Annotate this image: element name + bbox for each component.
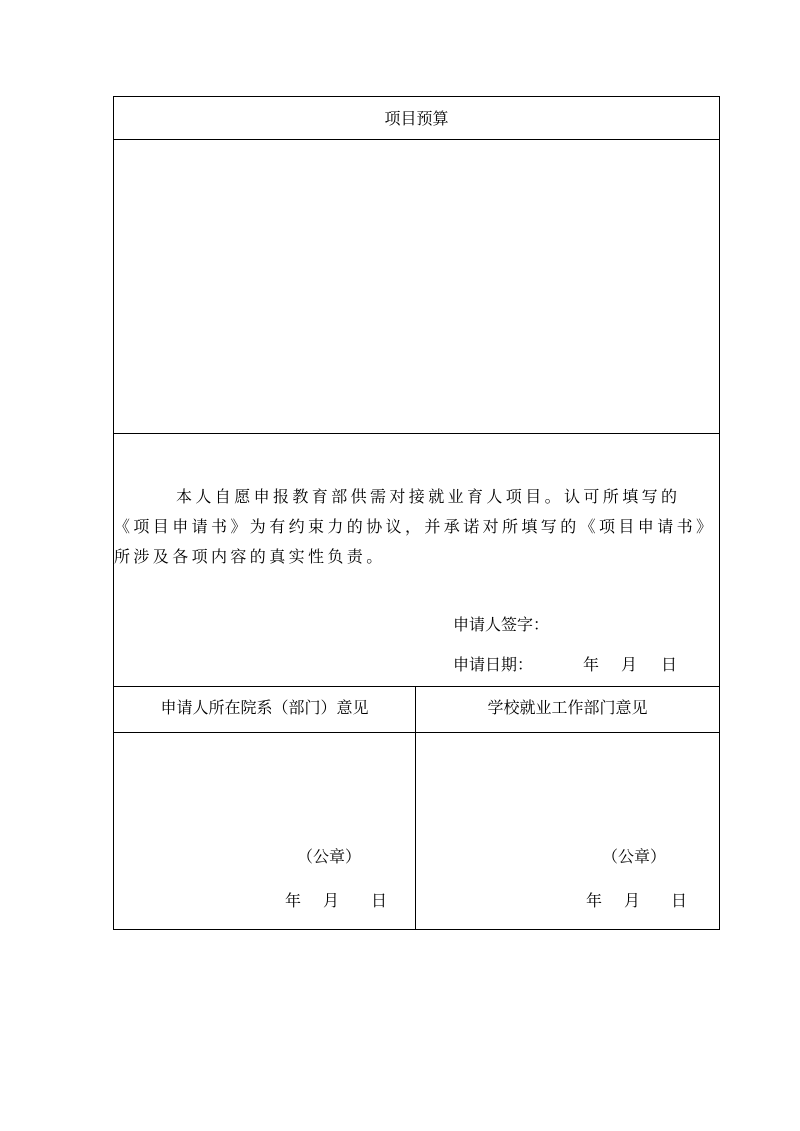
application-date-label: 申请日期： <box>453 655 534 674</box>
employment-office-opinion-header: 学校就业工作部门意见 <box>487 698 648 717</box>
applicant-signature-label: 申请人签字： <box>453 615 550 634</box>
department-date-day: 日 <box>371 891 388 910</box>
budget-title: 项目预算 <box>384 109 449 128</box>
employment-office-date-month: 月 <box>624 891 641 910</box>
department-date-month: 月 <box>323 891 340 910</box>
department-seal-label: （公章） <box>297 847 362 866</box>
department-date-year: 年 <box>285 891 302 910</box>
employment-office-date-day: 日 <box>671 891 688 910</box>
divider-budget-content <box>114 433 719 434</box>
declaration-text: 本人自愿申报教育部供需对接就业育人项目。认可所填写的《项目申请书》为有约束力的协议，并承诺对所填写的《项目申请书》所涉及各项内容的真实性负责。 <box>114 487 716 566</box>
employment-office-date-year: 年 <box>586 891 603 910</box>
divider-declaration <box>114 686 719 687</box>
application-date-year: 年 <box>583 655 600 674</box>
application-form-table <box>113 96 720 930</box>
application-date-month: 月 <box>621 655 638 674</box>
department-opinion-area[interactable] <box>114 733 415 929</box>
budget-content-area[interactable] <box>114 140 719 433</box>
declaration-paragraph <box>114 482 719 572</box>
application-date-day: 日 <box>661 655 678 674</box>
employment-office-seal-label: （公章） <box>602 847 667 866</box>
department-opinion-header: 申请人所在院系（部门）意见 <box>160 698 369 717</box>
